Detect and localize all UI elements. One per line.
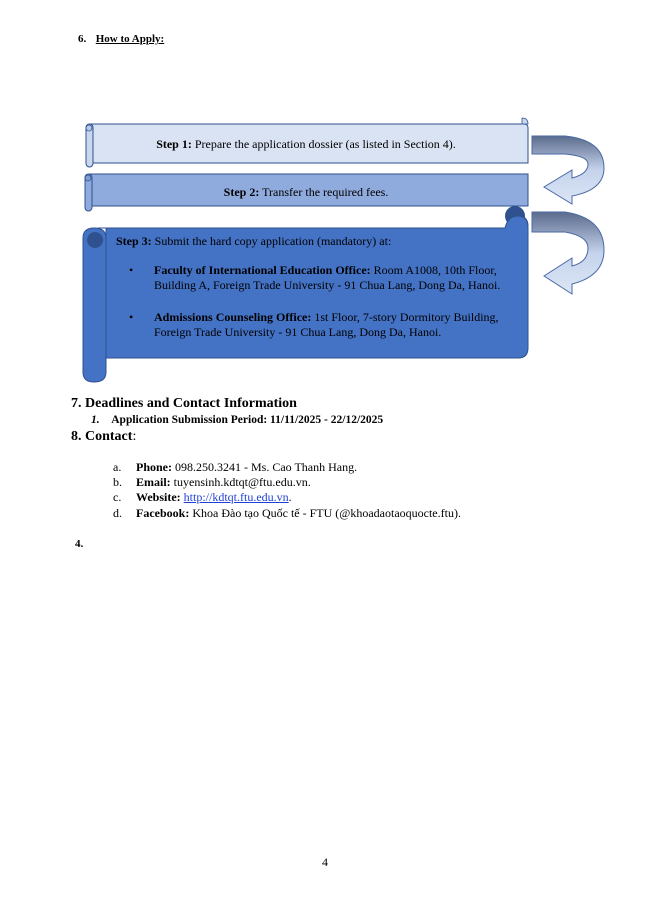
bullet-label: Admissions Counseling Office:: [154, 310, 312, 324]
contact-value: 098.250.3241 - Ms. Cao Thanh Hang.: [175, 460, 358, 474]
contact-website: [113, 490, 292, 505]
step-2-label: Step 2:: [223, 185, 260, 199]
contact-value-suffix: .: [288, 490, 292, 504]
bullet-label: Faculty of International Education Office:: [154, 263, 371, 277]
step-2-text: [92, 185, 520, 200]
step-2-description: Transfer the required fees.: [262, 185, 389, 199]
contact-letter: b.: [113, 475, 122, 489]
contact-email: [113, 475, 311, 490]
bullet-text: Room A1008, 10th Floor, Building A, Foreign Trade University - 91 Chua Lang, Dong Da, Hanoi.: [154, 263, 501, 292]
section-6-title: How to Apply:: [95, 33, 165, 45]
step-3-text: [116, 234, 516, 249]
section-8-colon: :: [132, 429, 137, 444]
contact-label: Website:: [136, 490, 181, 504]
contact-label: Email:: [136, 475, 171, 489]
contact-letter: a.: [113, 460, 122, 474]
section-8-heading: [71, 429, 136, 445]
step-3-bullet-admissions-office: [129, 310, 519, 340]
contact-facebook: [113, 506, 461, 521]
bullet-marker: •: [129, 263, 134, 277]
bullet-text: 1st Floor, 7-story Dormitory Building, Foreign Trade University - 91 Chua Lang, Dong Da, Hanoi.: [154, 310, 499, 339]
step-3-label: Step 3:: [116, 234, 152, 248]
contact-label: Phone:: [136, 460, 172, 474]
step-3-bullet-faculty-office: [129, 263, 519, 293]
contact-letter: c.: [113, 490, 122, 504]
contact-value: Khoa Đào tạo Quốc tế - FTU (@khoadaotaoquocte.ftu).: [192, 506, 461, 520]
application-period-number: 1.: [91, 414, 100, 426]
step-1-text: [92, 137, 520, 152]
curved-arrow-2: [532, 212, 604, 294]
application-steps-diagram: [0, 0, 650, 400]
contact-phone: [113, 460, 357, 475]
curved-arrow-1: [532, 136, 604, 204]
step-3-description: Submit the hard copy application (mandatory) at:: [154, 234, 392, 248]
contact-value: tuyensinh.kdtqt@ftu.edu.vn.: [173, 475, 311, 489]
application-period: [91, 414, 383, 426]
section-6-number: 6.: [78, 33, 87, 45]
contact-letter: d.: [113, 506, 122, 520]
section-7-heading: 7. Deadlines and Contact Information: [71, 396, 297, 411]
section-8-title: 8. Contact: [71, 429, 133, 444]
step-1-label: Step 1:: [156, 137, 192, 151]
application-period-text: Application Submission Period: 11/11/2025 - 22/12/2025: [111, 414, 384, 426]
list-number-4: 4.: [75, 538, 84, 550]
step-1-description: Prepare the application dossier (as listed in Section 4).: [194, 137, 456, 151]
website-link[interactable]: http://kdtqt.ftu.edu.vn: [183, 490, 289, 504]
step-3-scroll: [83, 206, 528, 382]
contact-label: Facebook:: [136, 506, 190, 520]
page-number: 4: [322, 855, 328, 869]
bullet-marker: •: [129, 310, 134, 324]
